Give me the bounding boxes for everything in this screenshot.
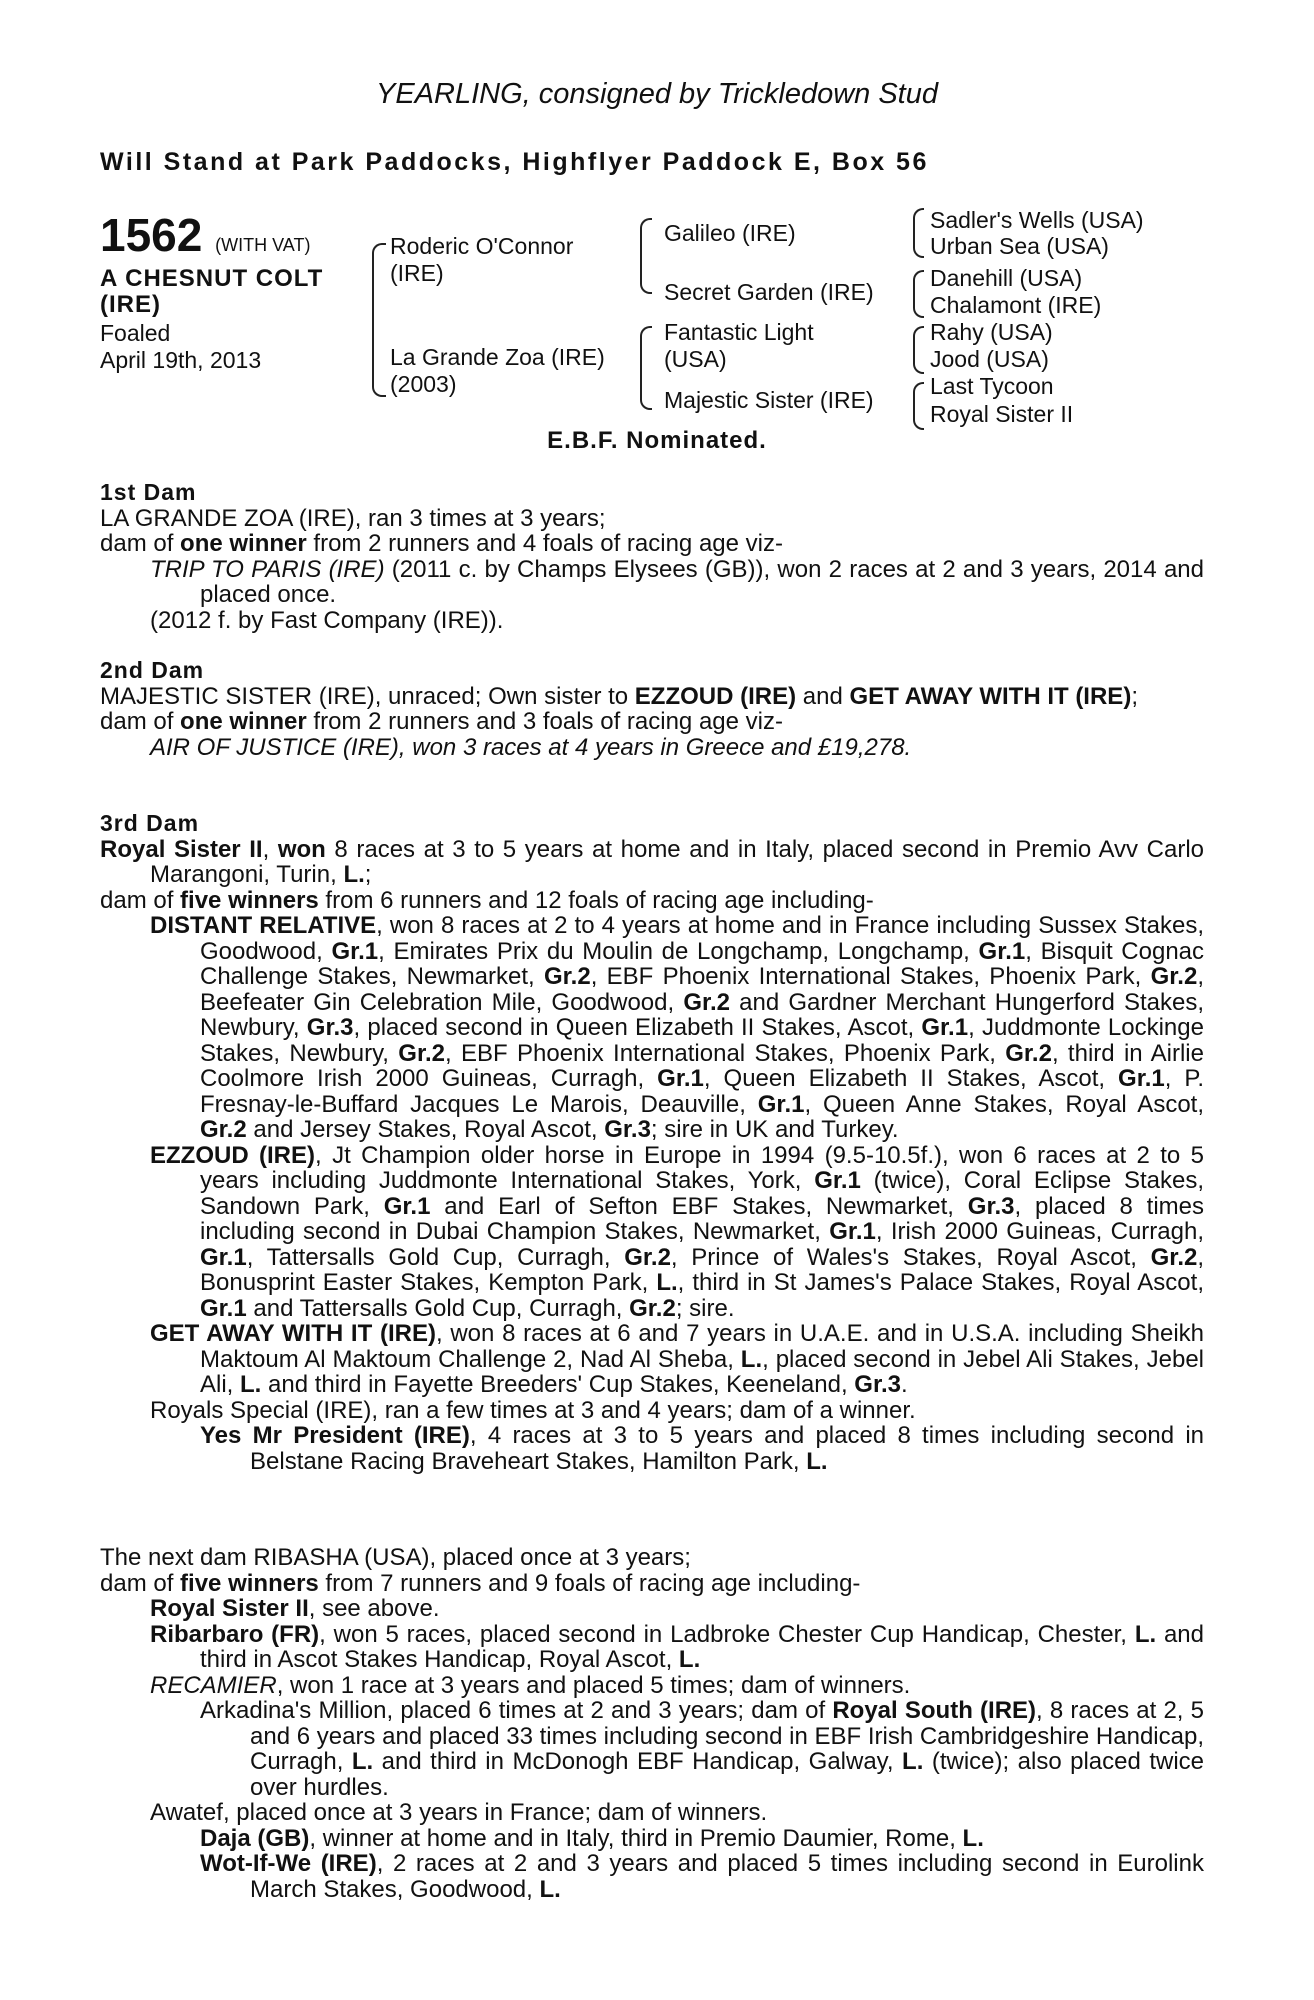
offspring-ezzoud: EZZOUD (IRE), Jt Champion older horse in Europe in 1994 (9.5-10.5f.), won 6 races at 2 to 5 years including Juddmonte International Stakes, York, Gr.1 (twice), Coral Eclipse Stakes, Sandown Park, Gr.1 and Earl of Sefton EBF Stakes, Newmarket, Gr.3, placed 8 times including second in Dubai Champion Stakes, Newmarket, Gr.1, Irish 2000 Guineas, Curragh, Gr.1, Tattersalls Gold Cup, Curragh, Gr.2, Prince of Wales's Stakes, Royal Ascot, Gr.2, Bonusprint Easter Stakes, Kempton Park, L., third in St James's Palace Stakes, Royal Ascot, Gr.1 and Tattersalls Gold Cup, Curragh, Gr.2; sire. (150, 1141, 1205, 1322)
first-dam-offspring-2: (2012 f. by Fast Company (IRE)). (150, 606, 504, 634)
pedigree-brace-1 (372, 243, 386, 397)
pedigree-sire: Roderic O'Connor (IRE) (390, 233, 574, 286)
offspring-yes-mr-president: Yes Mr President (IRE), 4 races at 3 to 5 years and placed 8 times including second in Belstane Racing Braveheart Stakes, Hamilton Park, L. (200, 1422, 1205, 1475)
pedigree-dam-sire: Fantastic Light (USA) (664, 319, 814, 372)
lot-number-value: 1562 (100, 209, 203, 261)
pedigree-dsd: Jood (USA) (930, 346, 1049, 372)
third-dam-line: Royal Sister II, won 8 races at 3 to 5 years at home and in Italy, placed second in Premio Avv Carlo Marangoni, Turin, L.; (100, 835, 1204, 888)
pedigree-sss: Sadler's Wells (USA) (930, 207, 1144, 233)
third-dam-title: 3rd Dam (100, 810, 200, 836)
page-header: YEARLING, consigned by Trickledown Stud (375, 78, 938, 110)
pedigree-sire-dam: Secret Garden (IRE) (664, 279, 874, 305)
lot-number (100, 209, 311, 268)
second-dam-offspring-1: AIR OF JUSTICE (IRE), won 3 races at 4 years in Greece and £19,278. (150, 733, 912, 761)
first-dam-line: LA GRANDE ZOA (IRE), ran 3 times at 3 years; (100, 504, 606, 532)
foaled-label: Foaled (100, 320, 171, 346)
pedigree-dds: Last Tycoon (930, 373, 1054, 399)
pedigree-ddd: Royal Sister II (930, 401, 1074, 427)
ebf-nominated: E.B.F. Nominated. (547, 427, 767, 454)
offspring-royals-special: Royals Special (IRE), ran a few times at 3 and 4 years; dam of a winner. (150, 1396, 916, 1424)
first-dam-section (100, 480, 1204, 633)
pedigree-brace-3a (913, 208, 924, 258)
offspring-distant-relative: DISTANT RELATIVE, won 8 races at 2 to 4 years at home and in France including Sussex Stakes, Goodwood, Gr.1, Emirates Prix du Moulin de Longchamp, Longchamp, Gr.1, Bisquit Cognac Challenge Stakes, Newmarket, Gr.2, EBF Phoenix International Stakes, Phoenix Park, Gr.2, Beefeater Gin Celebration Mile, Goodwood, Gr.2 and Gardner Merchant Hungerford Stakes, Newbury, Gr.3, placed second in Queen Elizabeth II Stakes, Ascot, Gr.1, Juddmonte Lockinge Stakes, Newbury, Gr.2, EBF Phoenix International Stakes, Phoenix Park, Gr.2, third in Airlie Coolmore Irish 2000 Guineas, Curragh, Gr.1, Queen Elizabeth II Stakes, Ascot, Gr.1, P. Fresnay-le-Buffard Jacques Le Marois, Deauville, Gr.1, Queen Anne Stakes, Royal Ascot, Gr.2 and Jersey Stakes, Royal Ascot, Gr.3; sire in UK and Turkey. (150, 912, 1205, 1143)
pedigree-brace-3c (913, 326, 924, 374)
pedigree-dss: Rahy (USA) (930, 319, 1053, 345)
offspring-arkadinas-million: Arkadina's Million, placed 6 times at 2 and 3 years; dam of Royal South (IRE), 8 races at 2, 5 and 6 years and placed 33 times including second in EBF Irish Cambridgeshire Handicap, Curragh, L. and third in McDonogh EBF Handicap, Galway, L. (twice); also placed twice over hurdles. (200, 1697, 1205, 1801)
offspring-daja: Daja (GB), winner at home and in Italy, third in Premio Daumier, Rome, L. (200, 1824, 984, 1852)
first-dam-title: 1st Dam (100, 479, 197, 505)
pedigree-brace-3d (913, 382, 924, 430)
third-dam-produce-line: dam of five winners from 6 runners and 12 foals of racing age including- (100, 886, 874, 914)
third-dam-section (100, 811, 1204, 1474)
pedigree-sdd: Chalamont (IRE) (930, 292, 1102, 318)
first-dam-produce-line: dam of one winner from 2 runners and 4 foals of racing age viz- (100, 530, 783, 557)
vat-note: (WITH VAT) (215, 235, 311, 255)
offspring-ribarbaro: Ribarbaro (FR), won 5 races, placed second in Ladbroke Chester Cup Handicap, Chester, L. and third in Ascot Stakes Handicap, Royal Ascot, L. (150, 1620, 1205, 1673)
pedigree-ssd: Urban Sea (USA) (930, 233, 1109, 259)
pedigree-sds: Danehill (USA) (930, 265, 1083, 291)
offspring-get-away-with-it: GET AWAY WITH IT (IRE), won 8 races at 6 and 7 years in U.A.E. and in U.S.A. including Sheikh Maktoum Al Maktoum Challenge 2, Nad Al Sheba, L., placed second in Jebel Ali Stakes, Jebel Ali, L. and third in Fayette Breeders' Cup Stakes, Keeneland, Gr.3. (150, 1320, 1204, 1398)
stand-location: Will Stand at Park Paddocks, Highflyer Paddock E, Box 56 (100, 148, 929, 176)
pedigree-dam-dam: Majestic Sister (IRE) (664, 387, 874, 413)
second-dam-line: MAJESTIC SISTER (IRE), unraced; Own sister to EZZOUD (IRE) and GET AWAY WITH IT (IRE); (100, 682, 1138, 710)
pedigree-dam: La Grande Zoa (IRE) (2003) (390, 344, 605, 397)
pedigree-brace-3b (913, 270, 924, 318)
next-dam-line: The next dam RIBASHA (USA), placed once at 3 years; (100, 1544, 691, 1571)
lot-description: A CHESNUT COLT (IRE) (100, 265, 324, 318)
pedigree-brace-2b (640, 326, 652, 410)
offspring-recamier: RECAMIER, won 1 race at 3 years and placed 5 times; dam of winners. (150, 1671, 911, 1699)
offspring-wot-if-we: Wot-If-We (IRE), 2 races at 2 and 3 years and placed 5 times including second in Eurolink March Stakes, Goodwood, L. (200, 1850, 1204, 1903)
second-dam-section (100, 658, 1204, 760)
foaled-info (100, 320, 261, 374)
offspring-royal-sister: Royal Sister II, see above. (150, 1595, 440, 1622)
offspring-awatef: Awatef, placed once at 3 years in France; dam of winners. (150, 1799, 768, 1826)
next-dam-produce-line: dam of five winners from 7 runners and 9 foals of racing age including- (100, 1569, 861, 1597)
foaled-date: April 19th, 2013 (100, 347, 262, 373)
first-dam-offspring-1: TRIP TO PARIS (IRE) (2011 c. by Champs Elysees (GB)), won 2 races at 2 and 3 years, 2014 and placed once. (150, 555, 1204, 608)
second-dam-title: 2nd Dam (100, 657, 205, 683)
next-dam-section (100, 1545, 1204, 1902)
pedigree-brace-2a (640, 218, 652, 294)
pedigree-sire-sire: Galileo (IRE) (664, 220, 796, 246)
second-dam-produce-line: dam of one winner from 2 runners and 3 foals of racing age viz- (100, 708, 783, 735)
